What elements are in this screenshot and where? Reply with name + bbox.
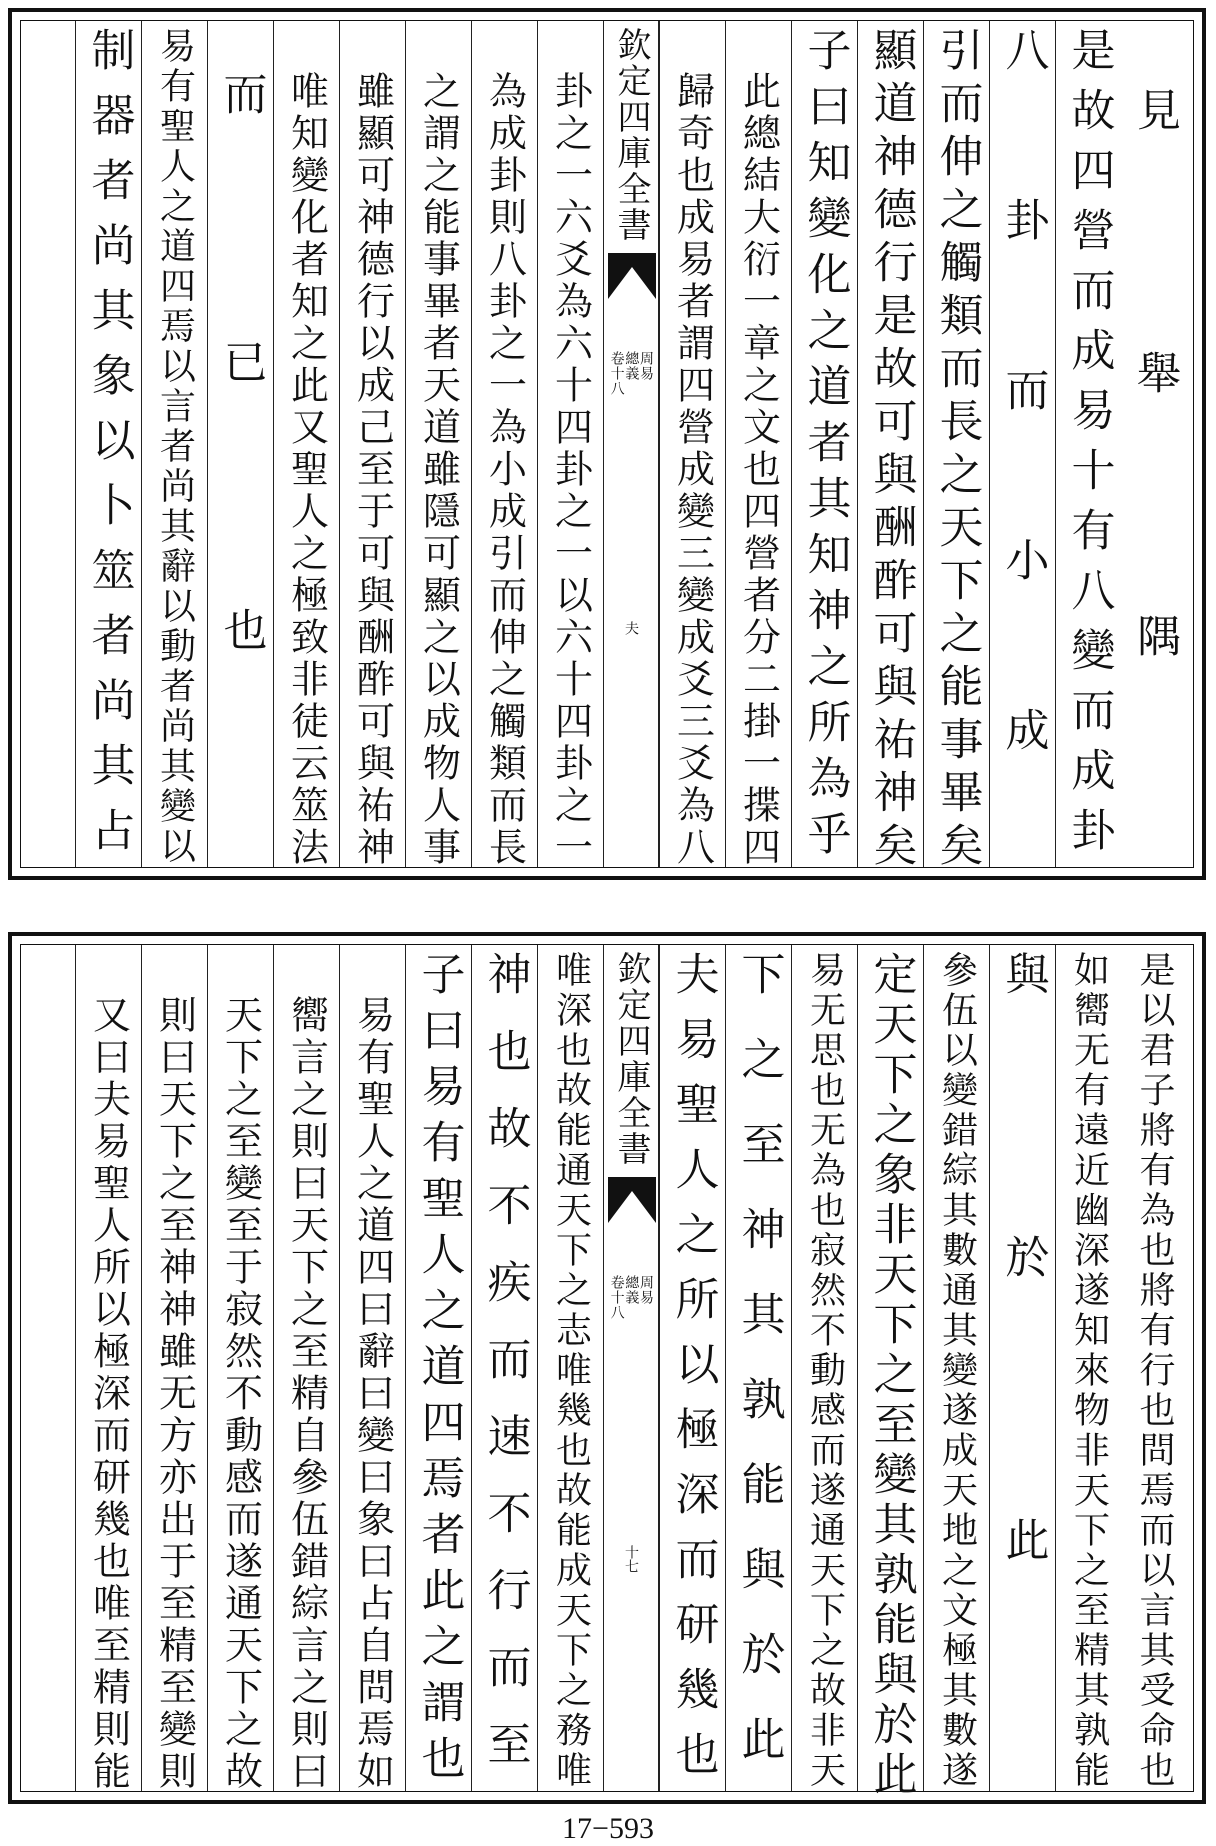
p1-column	[989, 21, 1055, 877]
p2-column-text: 是以君子將有為也將有行也問焉而以言其受命也	[1134, 951, 1175, 1791]
p2-column	[791, 945, 857, 1791]
p2-column	[857, 945, 923, 1801]
p1-column-text: 制器者尚其象以卜筮者尚其占	[83, 27, 135, 872]
page-top-frame	[20, 20, 1194, 877]
p1-column	[207, 21, 273, 875]
p1-column	[339, 21, 405, 867]
p1-column	[1055, 21, 1121, 867]
p2-column-text: 神也故不疾而速不行而至	[479, 951, 531, 1798]
page-number-footer: 17−593	[562, 1812, 654, 1845]
p2-column-text: 定天下之象非天下之至變其孰能與於此	[865, 951, 917, 1801]
p1-column	[923, 21, 989, 875]
p1-column-text: 之謂之能事畢者天道雖隱可顯之以成物人事	[416, 71, 461, 869]
p1-column-text: 見舉隅	[1129, 87, 1180, 876]
p2-column	[923, 945, 989, 1791]
p1-column-text: 唯知變化者知之此又聖人之極致非徒云筮法	[284, 71, 329, 869]
p1-column	[471, 21, 537, 867]
p1-center-column	[603, 21, 659, 867]
p2-column-text: 與於此	[997, 951, 1049, 1800]
p1-column-text: 為成卦則八卦之一為小成引而伸之觸類而長	[482, 71, 527, 869]
p1-column-text: 易有聖人之道四焉以言者尚其辭以動者尚其變以	[154, 27, 196, 867]
page-bottom-frame	[20, 944, 1194, 1801]
p1-column	[857, 21, 923, 875]
p1-book-title: 欽定四庫全書	[611, 27, 651, 243]
p2-column-text: 天下之至變至于寂然不動感而遂通天下之故	[218, 995, 263, 1793]
p2-column	[273, 945, 339, 1791]
p2-column-text: 又曰夫易聖人所以極深而研幾也唯至精則能	[86, 995, 131, 1793]
p1-column	[75, 21, 141, 872]
fishtail-mark-icon	[608, 1177, 656, 1223]
p1-column-text: 子曰知變化之道者其知神之所為乎	[799, 27, 851, 867]
p2-column	[1121, 945, 1187, 1791]
p1-column-text: 歸奇也成易者謂四營成變三變成爻三爻為八	[670, 71, 715, 869]
p2-column	[75, 945, 141, 1791]
p2-column	[339, 945, 405, 1791]
p1-column	[537, 21, 603, 867]
p1-column-text: 顯道神德行是故可與酬酢可與祐神矣	[865, 27, 917, 875]
p1-column-text: 卦之一六爻為六十四卦之一以六十四卦之一	[548, 71, 593, 869]
p2-column	[537, 945, 603, 1791]
p2-column-text: 夫易聖人之所以極深而研幾也	[667, 951, 719, 1796]
p2-volume-label: 周易 總義 卷十八	[608, 1275, 655, 1320]
p2-column	[1055, 945, 1121, 1791]
p2-column-text: 則曰天下之至神神雖无方亦出于至精至變則	[152, 995, 197, 1793]
p2-column	[725, 945, 791, 1801]
p1-column	[725, 21, 791, 867]
p2-leaf-number: 十七	[623, 1545, 639, 1573]
p1-column-text: 是故四營而成易十有八變而成卦	[1063, 27, 1115, 867]
p1-column-text: 引而伸之觸類而長之天下之能事畢矣	[931, 27, 983, 875]
p2-column	[405, 945, 471, 1791]
p2-column-text: 參伍以變錯綜其數通其變遂成天地之文極其數遂	[936, 951, 978, 1791]
p2-column-text: 下之至神其孰能與於此	[733, 951, 785, 1801]
p1-column	[659, 21, 725, 867]
p2-column	[471, 945, 537, 1798]
p1-column-text: 雖顯可神德行以成己至于可與酬酢可與祐神	[350, 71, 395, 869]
p2-column	[207, 945, 273, 1791]
p1-column	[791, 21, 857, 867]
p2-column-text: 易无思也无為也寂然不動感而遂通天下之故非天	[804, 951, 846, 1791]
p2-column-text: 子曰易有聖人之道四焉者此之謂也	[413, 951, 465, 1791]
p2-column-text: 唯深也故能通天下之志唯幾也故能成天下之務唯	[550, 951, 592, 1791]
p1-leaf-number: 夫	[623, 621, 639, 635]
p1-column	[1121, 21, 1187, 876]
fishtail-mark-icon	[608, 253, 656, 299]
p2-column-text: 嚮言之則曰天下之至精自參伍錯綜言之則曰	[284, 995, 329, 1793]
p1-column-text: 八卦而小成	[997, 27, 1049, 877]
page-bottom	[8, 932, 1206, 1804]
p1-column	[405, 21, 471, 867]
p2-column-text: 如嚮无有遠近幽深遂知來物非天下之至精其孰能	[1068, 951, 1110, 1791]
p1-column	[273, 21, 339, 867]
page-top	[8, 8, 1206, 880]
p2-center-column	[603, 945, 659, 1791]
p2-column-text: 易有聖人之道四曰辭曰變曰象曰占自問焉如	[350, 995, 395, 1793]
p1-column-text: 而已也	[215, 71, 267, 875]
p2-book-title: 欽定四庫全書	[611, 951, 651, 1167]
p1-column-text: 此總結大衍一章之文也四營者分二掛一揲四	[736, 71, 781, 869]
p1-column	[141, 21, 207, 867]
p2-column	[141, 945, 207, 1791]
p2-column	[659, 945, 725, 1796]
p2-column	[989, 945, 1055, 1800]
p1-volume-label: 周易 總義 卷十八	[608, 351, 655, 396]
